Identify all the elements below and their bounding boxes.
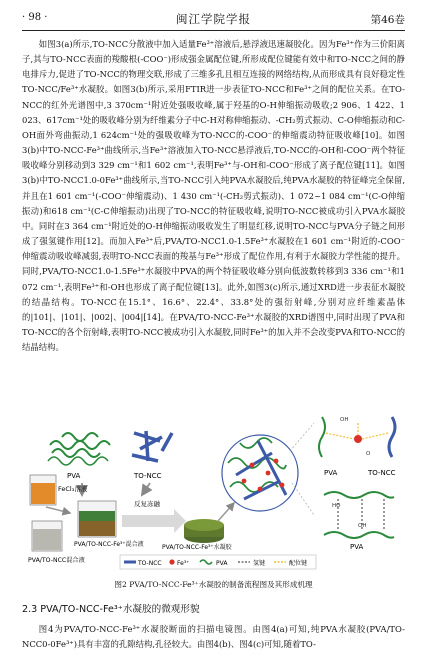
fecl3-beaker <box>30 475 56 505</box>
figure-2-diagram <box>22 403 405 573</box>
figure-legend <box>120 555 316 569</box>
svg-text:OH: OH <box>340 417 349 423</box>
svg-text:OH: OH <box>358 523 367 529</box>
pva-chain-illustration <box>48 433 110 465</box>
legend-swatch-fe <box>169 559 174 564</box>
journal-title: 闽江学院学报 <box>176 12 251 26</box>
pva-bottom-label: PVA <box>350 543 364 551</box>
hydrogel-sample <box>184 519 224 543</box>
legend-label-fe: Fe³⁺ <box>177 560 190 567</box>
pva-tonc-mix-label: PVA/TO-NCC混合液 <box>28 557 85 564</box>
svg-text:O: O <box>366 451 371 457</box>
volume-label: 第46卷 <box>370 14 405 26</box>
page-number: · 98 · <box>22 12 48 23</box>
fecl3-label: FeCl₃溶液 <box>58 485 88 493</box>
hydrogen-bond-detail <box>324 492 394 538</box>
freeze-thaw-label: 反复冻融 <box>134 500 160 508</box>
network-mechanism-circle <box>222 435 298 511</box>
coordination-detail <box>319 417 395 457</box>
pva-tonc-fe-mixture-beaker <box>78 501 116 537</box>
figure-2 <box>22 403 405 573</box>
section-paragraph: 图4为PVA/TO-NCC-Fe³⁺水凝胶断面的扫描电镜图。由图4(a)可知,纯PVA水凝胶(PVA/TO-NCC0-0Fe³⁺)具有丰富的孔隙结构,孔径较大。由图4(b)、图4(c)可知,随着TO- <box>22 624 405 650</box>
pva-tonc-fe-mix-label: PVA/TO-NCC-Fe³⁺混合液 <box>74 541 144 548</box>
legend-label-tonc: TO-NCC <box>138 560 162 567</box>
tonc-right-label: TO-NCC <box>368 469 396 477</box>
section-heading: 2.3 PVA/TO-NCC-Fe³⁺水凝胶的微观形貌 <box>22 604 200 615</box>
tonc-top-label: TO-NCC <box>134 472 162 480</box>
tonc-rods-illustration <box>132 431 172 461</box>
figure-caption: 图2 PVA/TO-NCC-Fe³⁺水凝胶的制备流程图及其形成机理 <box>114 580 313 589</box>
legend-label-hbond: 氢键 <box>253 560 266 567</box>
legend-label-pva: PVA <box>216 560 228 567</box>
legend-label-coord: 配位键 <box>289 560 308 567</box>
hydrogel-label: PVA/TO-NCC-Fe³⁺水凝胶 <box>162 544 232 551</box>
body-paragraph: 如图3(a)所示,TO-NCC分散液中加入适量Fe³⁺溶液后,悬浮液迅速凝胶化。因为Fe³⁺作为三价阳离子,其与TO-NCC表面的羧酸根(-COO⁻)形成强金属配位键,所形成配位键能有效中和TO-NCC之间的静电排斥力,促进了TO-NCC的物理交联,形成了三维多孔且相互连接的网络结构,从而形成具有良好稳定性TO-NCC/Fe³⁺水凝胶。如图3(b)所示,采用FTIR进一步表征TO-NCC和Fe³⁺之间的配位关系。在TO-NCC的红外光谱图中,3 370cm⁻¹附近处强吸收峰,属于羟基的O-H伸缩振动吸收;2 906、1 422、1 023、617cm⁻¹处的吸收峰分别为纤维素分子中C-H对称伸缩振动、-CH₂剪式振动、C-O伸缩振动和C-OH面外弯曲振动,1 624cm⁻¹处的强吸收峰为TO-NCC的-COO⁻的伸缩震动特征吸收峰[10]。如图3(b)中TO-NCC-Fe³⁺曲线所示,当Fe³⁺溶液加入TO-NCC悬浮液后,TO-NCC的-OH和-COO⁻两个特征吸收峰分别移动到3 329 cm⁻¹和1 602 cm⁻¹,表明Fe³⁺与-OH和-COO⁻形成了离子配位键[11]。如图3(b)中TO-NCC1.0-0Fe³⁺曲线所示,当TO-NCC引入纯PVA水凝胶后,纯PVA水凝胶的特征峰完全保留,并且在1 601 cm⁻¹(-COO⁻伸缩震动)、1 430 cm⁻¹(-CH₂剪式振动)、1 072~1 084 cm⁻¹(C-O伸缩振动)和618 cm⁻¹(C-C伸缩振动)出现了TO-NCC的特征吸收峰,说明TO-NCC被成功引入PVA水凝胶中。同时在3 364 cm⁻¹附近处的O-H伸缩振动吸收发生了明显红移,说明TO-NCC与PVA分子链之间形成了强氢键作用[12]。而加入Fe³⁺后,PVA/TO-NCC1.0-1.5Fe³⁺水凝胶在1 601 cm⁻¹附近的-COO⁻伸缩震动吸收峰减弱,表明TO-NCC表面的羧基与Fe³⁺形成了配位作用,有利于水凝胶力学性能的提升。同时,PVA/TO-NCC1.0-1.5Fe³⁺水凝胶中PVA的两个特征吸收峰分别向低波数转移到3 336 cm⁻¹和1 072 cm⁻¹,表明Fe³⁺和-OH也形成了离子配位键[13]。此外,如图3(c)所示,通过XRD进一步表征水凝胶的结晶结构。TO-NCC在15.1°、16.6°、22.4°、33.8°处的强衍射峰,分别对应纤维素晶体的|101|、|101|、|002|、|004|[14]。在PVA/TO-NCC-Fe³⁺水凝胶的XRD谱图中,同时出现了PVA和TO-NCC的各个衍射峰,表明TO-NCC被成功引入水凝胶,同时Fe³⁺的加入并不会改变PVA和TO-NCC的结晶结构。 <box>22 39 405 353</box>
pva-tonc-mixture-beaker <box>32 521 62 551</box>
svg-text:HO: HO <box>332 503 341 509</box>
header-rule <box>22 30 405 31</box>
pva-right-label: PVA <box>324 469 338 477</box>
page-header <box>22 10 405 28</box>
pva-top-label: PVA <box>67 472 81 480</box>
